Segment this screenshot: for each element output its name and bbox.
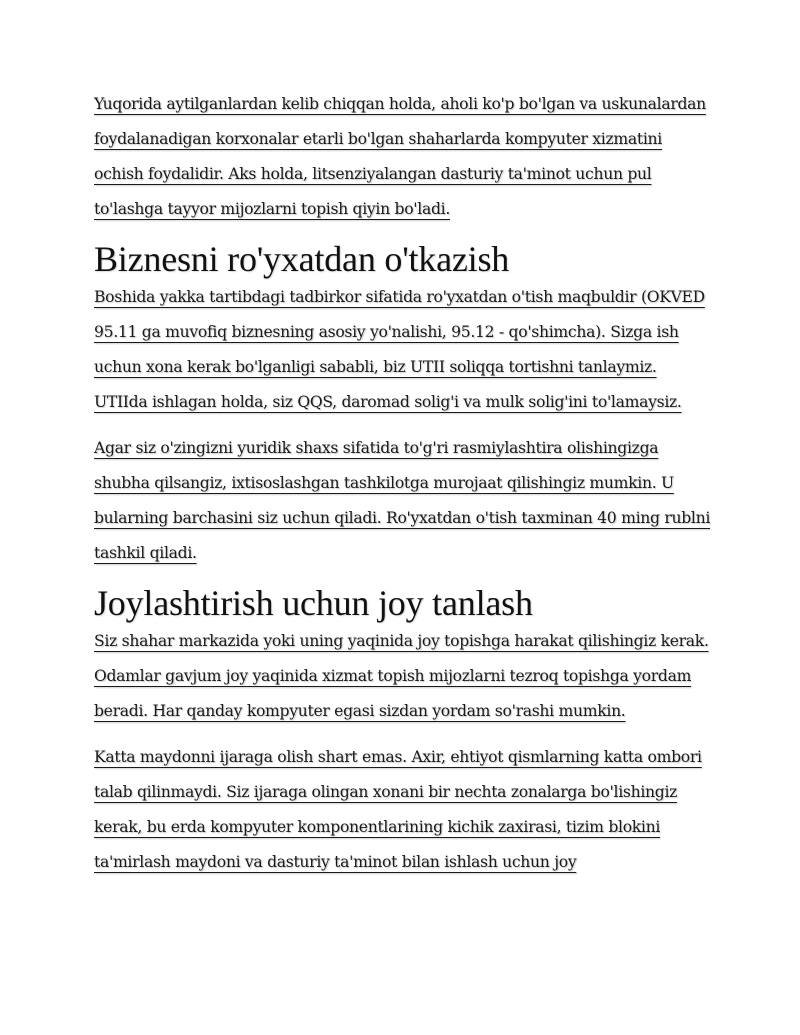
intro-paragraph[interactable]: Yuqorida aytilganlardan kelib chiqqan holda, aholi ko'p bo'lgan va uskunalardan foydalanadigan korxonalar etarli bo'lgan shaharlarda kompyuter xizmatini ochish foydalidir. Aks holda, litsenziyalangan dasturiy ta'minot uchun pul to'lashga tayyor mijozlarni topish qiyin bo'ladi. [94, 95, 706, 218]
document-body [94, 87, 714, 891]
section-heading-location-choice: Joylashtirish uchun joy tanlash [94, 583, 533, 623]
section-2-paragraph-2[interactable]: Katta maydonni ijaraga olish shart emas. Axir, ehtiyot qismlarning katta ombori talab qilinmaydi. Siz ijaraga olingan xonani bir nechta zonalarga bo'lishingiz kerak, bu erda kompyuter komponentlarining kichik zaxirasi, tizim blokini ta'mirlash maydoni va dasturiy ta'minot bilan ishlash uchun joy [94, 748, 702, 871]
section-1-paragraph-2[interactable]: Agar siz o'zingizni yuridik shaxs sifatida to'g'ri rasmiylashtira olishingizga shubha qilsangiz, ixtisoslashgan tashkilotga murojaat qilishingiz mumkin. U bularning barchasini siz uchun qiladi. Ro'yxatdan o'tish taxminan 40 ming rublni tashkil qiladi. [94, 439, 711, 562]
section-heading-business-registration: Biznesni ro'yxatdan o'tkazish [94, 239, 510, 279]
section-1-paragraph-1[interactable]: Boshida yakka tartibdagi tadbirkor sifatida ro'yxatdan o'tish maqbuldir (OKVED 95.11 ga muvofiq biznesning asosiy yo'nalishi, 95.12 - qo'shimcha). Sizga ish uchun xona kerak bo'lganligi sababli, biz UTII soliqqa tortishni tanlaymiz. UTIIda ishlagan holda, siz QQS, daromad solig'i va mulk solig'ini to'lamaysiz. [94, 288, 705, 411]
section-2-paragraph-1[interactable]: Siz shahar markazida yoki uning yaqinida joy topishga harakat qilishingiz kerak. Odamlar gavjum joy yaqinida xizmat topish mijozlarni tezroq topishga yordam beradi. Har qanday kompyuter egasi sizdan yordam so'rashi mumkin. [94, 632, 709, 720]
